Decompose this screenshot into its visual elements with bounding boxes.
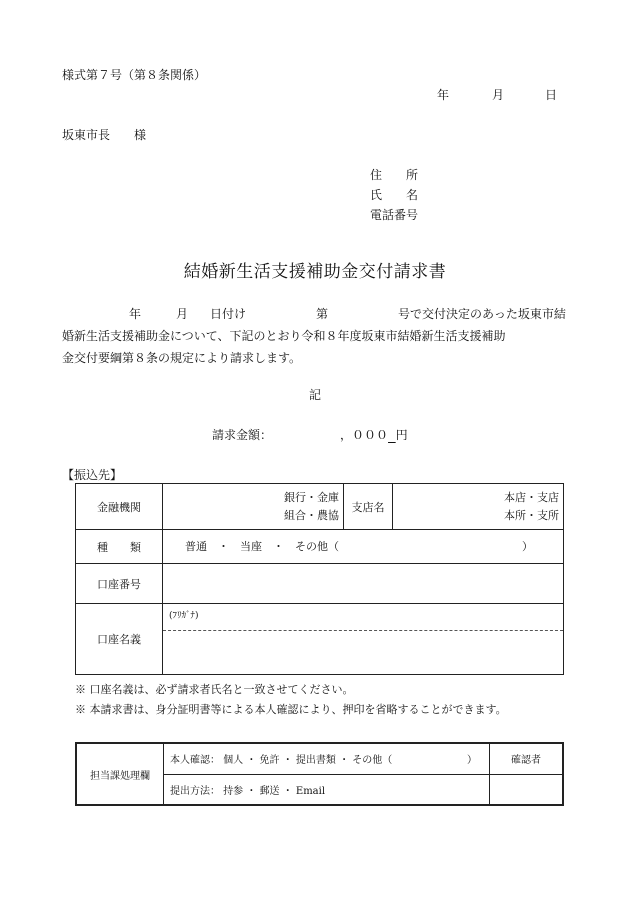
date-year: 年 (437, 88, 450, 102)
address-label: 住 所 (370, 168, 419, 182)
phone-label: 電話番号 (370, 208, 419, 222)
kind-label: 種 類 (76, 530, 163, 564)
kind-options: 普通 ・ 当座 ・ その他（ (185, 540, 339, 553)
office-label: 担当課処理欄 (76, 743, 164, 805)
branch-name-cell[interactable] (393, 484, 564, 530)
name-label: 氏 名 (370, 188, 419, 202)
request-amount (212, 426, 408, 443)
id-check: 本人確認： 個人 ・ 免許 ・ 提出書類 ・ その他（ (170, 755, 393, 767)
account-name-label: 口座名義 (76, 604, 163, 675)
confirmer-cell[interactable] (490, 774, 564, 805)
bank-types-2: 組合・農協 (284, 508, 339, 522)
body-month: 月 (176, 307, 189, 321)
branch-types-2: 本所・支所 (504, 508, 559, 522)
branch-types-1: 本店・支店 (504, 490, 559, 504)
body-year: 年 (129, 307, 142, 321)
bank-types-1: 銀行・金庫 (284, 490, 339, 504)
account-number-label: 口座番号 (76, 564, 163, 604)
amount-unit: 円 (395, 428, 408, 442)
date-month: 月 (492, 88, 505, 102)
office-table (75, 742, 564, 806)
id-check-cell[interactable] (164, 743, 490, 774)
submission-method: 提出方法： 持参 ・ 郵送 ・ Email (170, 785, 326, 797)
kind-close: ） (522, 540, 533, 553)
body-line1-rest: 号で交付決定のあった坂東市結 (398, 307, 566, 321)
submission-cell[interactable] (164, 774, 490, 805)
body-text (62, 303, 572, 369)
note-1: ※ 口座名義は、必ず請求者氏名と一致させてください。 (75, 683, 354, 696)
kind-cell[interactable] (163, 530, 564, 564)
note-2: ※ 本請求書は、身分証明書等による本人確認により、押印を省略することができます。 (75, 703, 507, 716)
date-day: 日 (545, 88, 558, 102)
amount-value: ，０００ (340, 428, 389, 442)
notes (75, 680, 507, 720)
financial-label: 金融機関 (76, 484, 163, 530)
addressee: 坂東市長 様 (62, 128, 147, 142)
account-name-cell[interactable] (163, 604, 564, 675)
document-title: 結婚新生活支援補助金交付請求書 (183, 262, 447, 282)
body-line3: 金交付要綱第８条の規定により請求します。 (62, 351, 302, 365)
branch-label: 支店名 (344, 484, 393, 530)
body-dated: 日付け (210, 307, 247, 321)
id-check-close: ） (467, 755, 477, 767)
furigana-label: (ﾌﾘｶﾞﾅ) (163, 604, 563, 631)
bank-table (75, 483, 564, 675)
applicant-block (370, 165, 418, 225)
bank-name-cell[interactable] (163, 484, 344, 530)
ki-heading: 記 (308, 388, 321, 402)
transfer-heading: 【振込先】 (62, 468, 123, 482)
body-no: 第 (316, 307, 329, 321)
confirmer-label: 確認者 (490, 743, 564, 774)
amount-label: 請求金額： (212, 428, 273, 442)
body-line2: 婚新生活支援補助金について、下記のとおり令和８年度坂東市結婚新生活支援補助 (62, 329, 506, 343)
account-number-cell[interactable] (163, 564, 564, 604)
form-number: 様式第７号（第８条関係） (62, 68, 207, 82)
